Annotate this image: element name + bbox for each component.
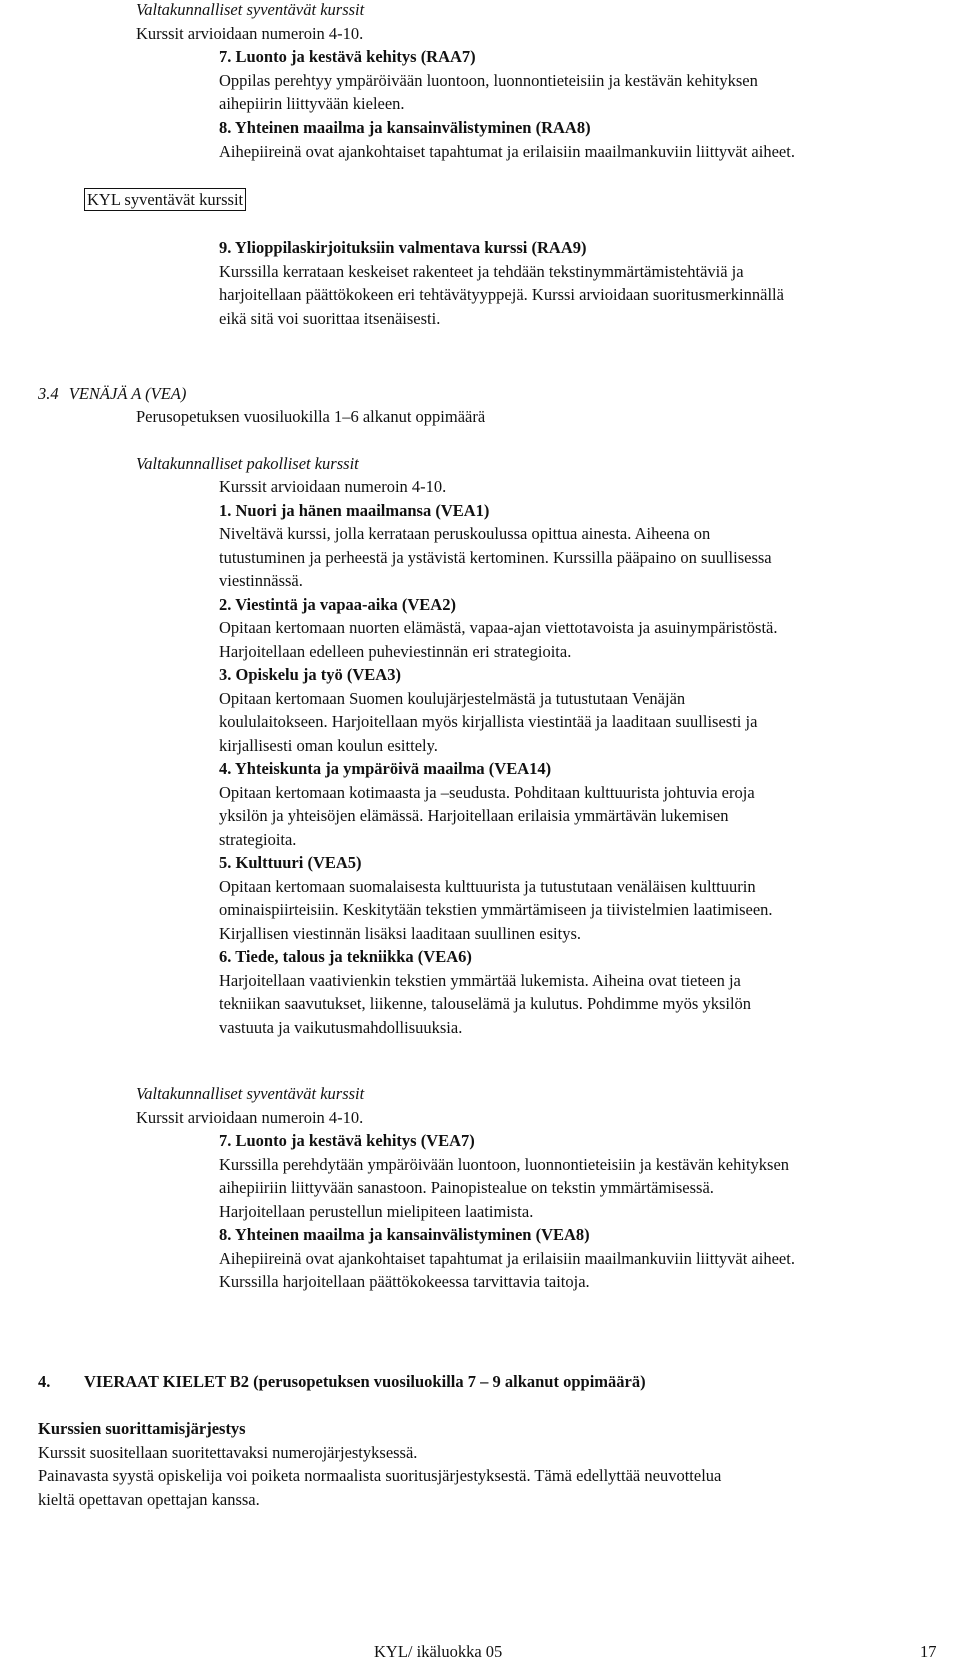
course-title: 8. Yhteinen maailma ja kansainvälistyminen (VEA8) [219,1225,590,1244]
course-desc-line: Opitaan kertomaan kotimaasta ja –seudusta. Pohditaan kulttuurista johtuvia eroja [219,782,755,802]
section-subheader: Valtakunnalliset pakolliset kurssit [136,454,359,473]
course-desc-line: Opitaan kertomaan nuorten elämästä, vapaa-ajan viettotavoista ja asuinympäristöstä. [219,618,778,637]
course-desc-line: Opitaan kertomaan suomalaisesta kulttuurista ja tutustutaan venäläisen kulttuurin [219,876,756,896]
page-number: 17 [920,1642,937,1661]
section-subheader: Valtakunnalliset syventävät kurssit [136,1084,365,1103]
vea-course-3 [219,663,944,757]
course-desc-line: Kirjallisen viestinnän lisäksi laaditaan suullinen esitys. [219,923,582,943]
course-title: 3. Opiskelu ja työ (VEA3) [219,665,401,684]
course-desc-line: Kurssilla harjoitellaan päättökokeessa tarvittavia taitoja. [219,1272,590,1291]
vea-course-8 [219,1223,944,1294]
grading-note: Kurssit arvioidaan numeroin 4-10. [219,477,447,496]
raa-course-9 [219,236,944,330]
section-subheader: Valtakunnalliset syventävät kurssit [136,0,365,19]
course-desc-line: vastuuta ja vaikutusmahdollisuuksia. [219,1017,463,1037]
vea-courses [219,475,944,1039]
course-desc-line: tekniikan saavutukset, liikenne, talouselämä ja kulutus. Pohdimme myös yksilön [219,994,752,1013]
vea-course-5 [219,851,944,945]
kyl-label: KYL syventävät kurssit [84,188,246,211]
vea-course-2 [219,593,944,664]
vea-pak-header-block [136,452,359,476]
course-desc-line: Harjoitellaan perustellun mielipiteen laatimista. [219,1201,534,1221]
section-number: 3.4 [38,384,59,403]
order-text: kieltä opettavan opettajan kanssa. [38,1489,260,1509]
course-desc-line: Aihepiireinä ovat ajankohtaiset tapahtumat ja erilaisiin maailmankuviin liittyvät aiheet. [219,141,795,161]
raa-course-7 [219,45,944,116]
raa-syv-header [136,0,364,45]
vea-syv-header-block [136,1082,364,1129]
course-desc-line: Harjoitellaan edelleen puheviestinnän eri strategioita. [219,641,572,661]
order-text: Kurssit suositellaan suoritettavaksi numerojärjestyksessä. [38,1442,418,1462]
course-desc-line: viestinnässä. [219,571,303,590]
course-title: 4. Yhteiskunta ja ympäröivä maailma (VEA14) [219,759,552,778]
course-desc-line: tutustuminen ja perheestä ja ystävistä kertominen. Kurssilla pääpaino on suullisessa [219,547,772,567]
course-desc-line: aihepiirin liittyvään kieleen. [219,94,405,113]
kyl-label-box [84,188,246,212]
course-title: 8. Yhteinen maailma ja kansainvälistyminen (RAA8) [219,118,591,137]
raa-course-8 [219,116,944,163]
course-title: 7. Luonto ja kestävä kehitys (VEA7) [219,1131,475,1150]
section-heading-vea [38,382,186,406]
course-desc-line: Niveltävä kurssi, jolla kerrataan peruskoulussa opittua ainesta. Aiheena on [219,524,711,543]
vea-course-4 [219,757,944,851]
order-text: Painavasta syystä opiskelija voi poiketa normaalista suoritusjärjestyksestä. Tämä edellyttää neuvottelua [38,1466,722,1485]
vea-course-7 [219,1129,944,1223]
section-title: VIERAAT KIELET B2 (perusopetuksen vuosiluokilla 7 – 9 alkanut oppimäärä) [84,1372,646,1391]
section-title: VENÄJÄ A (VEA) [68,384,187,403]
course-desc-line: ominaispiirteisiin. Keskitytään tekstien ymmärtämiseen ja tiivistelmien laatimiseen. [219,900,773,919]
course-title: 1. Nuori ja hänen maailmansa (VEA1) [219,500,490,520]
course-desc-line: Kurssilla perehdytään ympäröivään luontoon, luonnontieteisiin ja kestävän kehityksen [219,1154,790,1174]
section-number: 4. [38,1372,51,1391]
course-desc-line: eikä sitä voi suorittaa itsenäisesti. [219,308,441,328]
course-desc-line: koululaitokseen. Harjoitellaan myös kirjallista viestintää ja laaditaan suullisesti ja [219,712,758,731]
course-desc-line: Kurssilla kerrataan keskeiset rakenteet ja tehdään tekstinymmärtämistehtäviä ja [219,261,744,281]
course-desc-line: Oppilas perehtyy ympäröivään luontoon, luonnontieteisiin ja kestävän kehityksen [219,70,758,90]
vea-subtitle: Perusopetuksen vuosiluokilla 1–6 alkanut oppimäärä [136,407,486,426]
footer-left: KYL/ ikäluokka 05 [374,1642,503,1661]
course-title: 2. Viestintä ja vapaa-aika (VEA2) [219,594,456,614]
course-desc-line: Harjoitellaan vaativienkin tekstien ymmärtää lukemista. Aiheina ovat tieteen ja [219,970,741,990]
course-desc-line: strategioita. [219,829,297,849]
course-desc-line: kirjallisesti oman koulun esittely. [219,735,438,755]
grading-note: Kurssit arvioidaan numeroin 4-10. [136,1107,364,1127]
vea-course-6 [219,945,944,1039]
course-desc-line: yksilön ja yhteisöjen elämässä. Harjoitellaan erilaisia ymmärtävän lukemisen [219,806,729,825]
course-title: 6. Tiede, talous ja tekniikka (VEA6) [219,947,472,966]
course-desc-line: harjoitellaan päättökokeen eri tehtävätyyppejä. Kurssi arvioidaan suoritusmerkinnällä [219,285,784,304]
vea-course-1 [219,499,944,593]
grading-note: Kurssit arvioidaan numeroin 4-10. [136,23,364,43]
course-title: 5. Kulttuuri (VEA5) [219,853,362,872]
order-title: Kurssien suorittamisjärjestys [38,1419,246,1438]
section-heading-b2 [38,1370,646,1394]
course-desc-line: aihepiiriin liittyvään sanastoon. Painopistealue on tekstin ymmärtämisessä. [219,1178,714,1197]
b2-order-block [38,1417,944,1511]
course-title: 9. Ylioppilaskirjoituksiin valmentava kurssi (RAA9) [219,238,587,257]
course-title: 7. Luonto ja kestävä kehitys (RAA7) [219,47,476,66]
course-desc-line: Aihepiireinä ovat ajankohtaiset tapahtumat ja erilaisiin maailmankuviin liittyvät aiheet. [219,1248,795,1268]
vea-syv-courses [219,1129,944,1294]
course-desc-line: Opitaan kertomaan Suomen koulujärjestelmästä ja tutustutaan Venäjän [219,688,686,708]
